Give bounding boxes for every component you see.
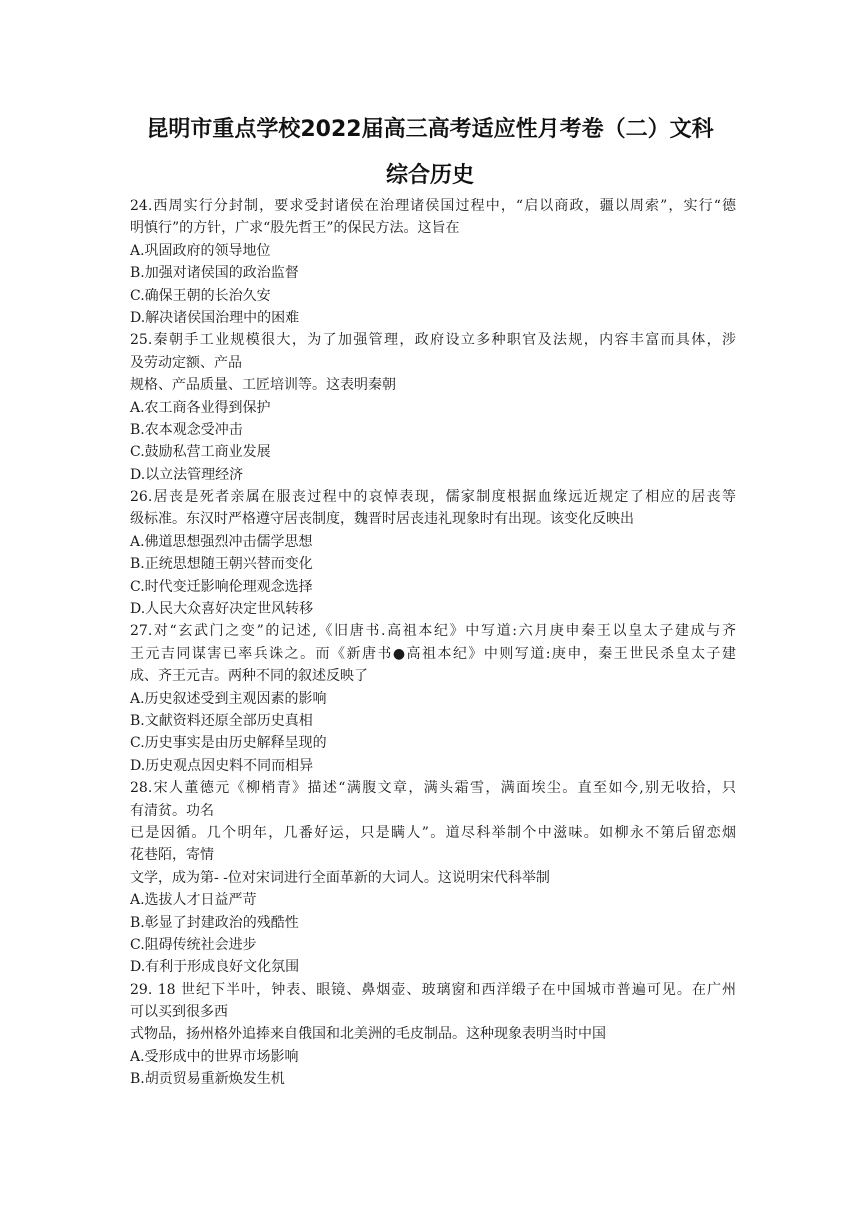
question-stem-line: 有清贫。功名 bbox=[130, 802, 214, 819]
answer-option: B.农本观念受冲击 bbox=[130, 421, 243, 438]
answer-option: D.人民大众喜好决定世风转移 bbox=[130, 601, 314, 618]
answer-option: A.受形成中的世界市场影响 bbox=[130, 1048, 299, 1065]
question-block bbox=[130, 777, 736, 979]
question-list bbox=[130, 195, 736, 1091]
answer-option: A.巩固政府的领导地位 bbox=[130, 242, 271, 259]
answer-option: D.历史观点因史料不同而相异 bbox=[130, 757, 314, 774]
answer-option: D.解决诸侯国治理中的困难 bbox=[130, 309, 300, 326]
question-stem-line: 规格、产品质量、工匠培训等。这表明秦朝 bbox=[130, 377, 396, 394]
question-block bbox=[130, 979, 736, 1091]
answer-option: A.佛道思想强烈冲击儒学思想 bbox=[130, 533, 313, 550]
answer-option: C.确保王朝的长治久安 bbox=[130, 287, 271, 304]
answer-option: B.加强对诸侯国的政治监督 bbox=[130, 265, 299, 282]
question-stem-line: 29. 18 世纪下半叶，钟表、眼镜、鼻烟壶、玻璃窗和西洋缎子在中国城市普遍可见。在广州 bbox=[130, 981, 736, 998]
question-stem-line: 明慎行”的方针，广求“股先哲王”的保民方法。这旨在 bbox=[130, 220, 460, 237]
question-block bbox=[130, 195, 736, 329]
question-stem-line: 文学，成为第- -位对宋词进行全面革新的大词人。这说明宋代科举制 bbox=[130, 869, 550, 886]
question-stem-line: 可以买到很多西 bbox=[130, 1004, 228, 1021]
answer-option: C.时代变迁影响伦理观念选择 bbox=[130, 578, 313, 595]
question-block bbox=[130, 486, 736, 620]
question-stem-line: 25.秦朝手工业规模很大，为了加强管理，政府设立多种职官及法规，内容丰富而具体，涉 bbox=[130, 332, 736, 349]
question-stem-line: 级标准。东汉时严格遵守居丧制度，魏晋时居丧违礼现象时有出现。该变化反映出 bbox=[130, 511, 634, 528]
page-title: 昆明市重点学校2022届高三高考适应性月考卷（二）文科 bbox=[146, 117, 714, 142]
answer-option: A.农工商各业得到保护 bbox=[130, 399, 271, 416]
answer-option: C.阻碍传统社会进步 bbox=[130, 936, 257, 953]
question-stem-line: 27.对“玄武门之变”的记述,《旧唐书.高祖本纪》中写道:六月庚申秦王以皇太子建成与齐 bbox=[130, 623, 736, 640]
answer-option: B.胡贡贸易重新焕发生机 bbox=[130, 1071, 285, 1088]
answer-option: D.以立法管理经济 bbox=[130, 466, 244, 483]
question-stem-line: 王元吉同谋害已率兵诛之。而《新唐书●高祖本纪》中则写道:庚申，秦王世民杀皇太子建 bbox=[130, 645, 736, 662]
question-stem-line: 花巷陌，寄情 bbox=[130, 847, 214, 864]
page-subtitle: 综合历史 bbox=[385, 163, 474, 188]
question-stem-line: 26.居丧是死者亲属在服丧过程中的哀悼表现，儒家制度根据血缘远近规定了相应的居丧等 bbox=[130, 489, 736, 506]
question-block bbox=[130, 620, 736, 777]
question-stem-line: 成、齐王元吉。两种不同的叙述反映了 bbox=[130, 668, 368, 685]
question-stem-line: 式物品，扬州格外追捧来自俄国和北美洲的毛皮制品。这种现象表明当时中国 bbox=[130, 1026, 606, 1043]
question-block bbox=[130, 329, 736, 486]
answer-option: A.选拔人才日益严苛 bbox=[130, 892, 257, 909]
question-stem-line: 及劳动定额、产品 bbox=[130, 354, 242, 371]
answer-option: B.彰显了封建政治的残酷性 bbox=[130, 914, 299, 931]
answer-option: C.历史事实是由历史解释呈现的 bbox=[130, 735, 327, 752]
question-stem-line: 24.西周实行分封制，要求受封诸侯在治理诸侯国过程中，“启以商政，疆以周索”，实行“德 bbox=[130, 198, 736, 214]
answer-option: B.文献资料还原全部历史真相 bbox=[130, 712, 313, 729]
answer-option: C.鼓励私营工商业发展 bbox=[130, 444, 271, 461]
question-stem-line: 28.宋人董德元《柳梢青》描述“满腹文章，满头霜雪，满面埃尘。直至如今,别无收拾，只 bbox=[130, 780, 736, 797]
answer-option: B.正统思想随王朝兴替而变化 bbox=[130, 556, 313, 573]
question-stem-line: 已是因循。几个明年，几番好运，只是瞒人”。道尽科举制个中滋味。如柳永不第后留恋烟 bbox=[130, 824, 736, 841]
answer-option: D.有利于形成良好文化氛围 bbox=[130, 959, 300, 976]
answer-option: A.历史叙述受到主观因素的影响 bbox=[130, 690, 327, 707]
